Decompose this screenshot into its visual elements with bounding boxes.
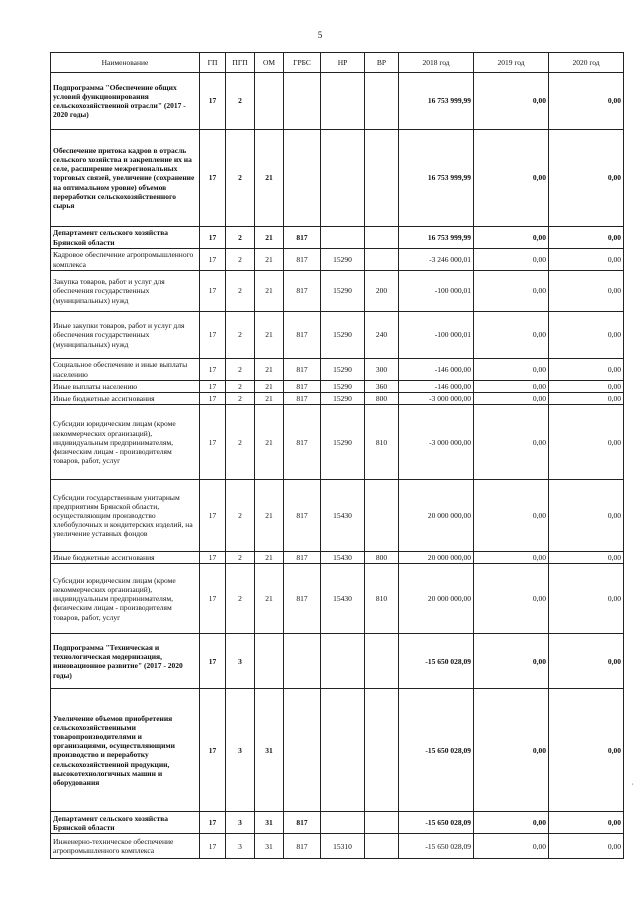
cell-name: Субсидии государственным унитарным предприятиям Брянской области, осуществляющим производство хлебобулочных и кондитерских изделий, на увеличение уставных фондов: [51, 480, 200, 552]
table-row: [51, 480, 624, 552]
cell-gp: 17: [200, 812, 226, 834]
header-row: [51, 53, 624, 73]
cell-2018: 20 000 000,00: [399, 552, 474, 564]
table-row: [51, 227, 624, 249]
cell-2019: 0,00: [474, 812, 549, 834]
cell-vr: [365, 130, 399, 227]
cell-om: 21: [255, 405, 284, 480]
cell-2019: 0,00: [474, 689, 549, 812]
cell-vr: [365, 689, 399, 812]
table-row: [51, 271, 624, 312]
cell-pgp: 2: [226, 359, 255, 381]
cell-gp: 17: [200, 249, 226, 271]
table-row: [51, 405, 624, 480]
cell-nr: [321, 812, 365, 834]
cell-2020: 0,00: [549, 130, 624, 227]
cell-pgp: 2: [226, 73, 255, 130]
cell-om: 31: [255, 689, 284, 812]
cell-pgp: 3: [226, 634, 255, 689]
cell-2018: -3 246 000,01: [399, 249, 474, 271]
cell-grbs: [284, 634, 321, 689]
cell-2018: -15 650 028,09: [399, 634, 474, 689]
table-row: [51, 130, 624, 227]
cell-pgp: 3: [226, 834, 255, 859]
cell-gp: 17: [200, 227, 226, 249]
cell-gp: 17: [200, 271, 226, 312]
cell-2019: 0,00: [474, 271, 549, 312]
cell-om: 21: [255, 381, 284, 393]
cell-name: Подпрограмма "Обеспечение общих условий функционирования сельскохозяйственной отрасли" (2017 - 2020 годы): [51, 73, 200, 130]
cell-2019: 0,00: [474, 552, 549, 564]
cell-grbs: 817: [284, 227, 321, 249]
cell-2018: -3 000 000,00: [399, 393, 474, 405]
cell-gp: 17: [200, 480, 226, 552]
cell-om: 21: [255, 552, 284, 564]
cell-2018: 20 000 000,00: [399, 564, 474, 634]
cell-vr: [365, 249, 399, 271]
cell-pgp: 2: [226, 564, 255, 634]
col-header-om: ОМ: [255, 53, 284, 73]
cell-2018: -146 000,00: [399, 381, 474, 393]
cell-grbs: [284, 73, 321, 130]
cell-2020: 0,00: [549, 312, 624, 359]
cell-2019: 0,00: [474, 312, 549, 359]
cell-vr: 300: [365, 359, 399, 381]
cell-2019: 0,00: [474, 359, 549, 381]
cell-2020: 0,00: [549, 552, 624, 564]
cell-name: Иные выплаты населению: [51, 381, 200, 393]
cell-2020: 0,00: [549, 381, 624, 393]
cell-2020: 0,00: [549, 564, 624, 634]
table-row: [51, 73, 624, 130]
cell-gp: 17: [200, 73, 226, 130]
cell-2018: -100 000,01: [399, 271, 474, 312]
cell-2019: 0,00: [474, 834, 549, 859]
cell-2020: 0,00: [549, 812, 624, 834]
cell-vr: 810: [365, 405, 399, 480]
cell-name: Иные закупки товаров, работ и услуг для обеспечения государственных (муниципальных) нужд: [51, 312, 200, 359]
page-number: 5: [317, 30, 323, 40]
cell-gp: 17: [200, 552, 226, 564]
table-row: [51, 312, 624, 359]
cell-om: 31: [255, 834, 284, 859]
col-header-grbs: ГРБС: [284, 53, 321, 73]
cell-pgp: 3: [226, 689, 255, 812]
table-row: [51, 812, 624, 834]
cell-grbs: 817: [284, 405, 321, 480]
cell-vr: [365, 812, 399, 834]
cell-gp: 17: [200, 381, 226, 393]
cell-vr: [365, 227, 399, 249]
margin-mark: ,: [632, 780, 634, 786]
cell-gp: 17: [200, 312, 226, 359]
cell-2019: 0,00: [474, 480, 549, 552]
table-row: [51, 552, 624, 564]
cell-name: Департамент сельского хозяйства Брянской области: [51, 227, 200, 249]
cell-2019: 0,00: [474, 227, 549, 249]
cell-grbs: 817: [284, 834, 321, 859]
cell-om: 21: [255, 227, 284, 249]
cell-name: Иные бюджетные ассигнования: [51, 393, 200, 405]
cell-vr: 810: [365, 564, 399, 634]
cell-pgp: 2: [226, 227, 255, 249]
col-header-vr: ВР: [365, 53, 399, 73]
cell-grbs: 817: [284, 312, 321, 359]
col-header-pgp: ПГП: [226, 53, 255, 73]
cell-2019: 0,00: [474, 405, 549, 480]
cell-name: Субсидии юридическим лицам (кроме некоммерческих организаций), индивидуальным предпринимателям, физическим лицам - производителям товаров, работ, услуг: [51, 564, 200, 634]
cell-gp: 17: [200, 393, 226, 405]
cell-name: Субсидии юридическим лицам (кроме некоммерческих организаций), индивидуальным предпринимателям, физическим лицам - производителям товаров, работ, услуг: [51, 405, 200, 480]
cell-name: Социальное обеспечение и иные выплаты населению: [51, 359, 200, 381]
cell-vr: 200: [365, 271, 399, 312]
cell-grbs: [284, 130, 321, 227]
cell-om: [255, 73, 284, 130]
cell-grbs: 817: [284, 564, 321, 634]
cell-vr: 240: [365, 312, 399, 359]
cell-nr: 15290: [321, 312, 365, 359]
cell-om: [255, 634, 284, 689]
cell-2020: 0,00: [549, 634, 624, 689]
table-row: [51, 381, 624, 393]
cell-nr: 15290: [321, 271, 365, 312]
cell-2018: -15 650 028,09: [399, 834, 474, 859]
cell-vr: 800: [365, 552, 399, 564]
cell-2019: 0,00: [474, 130, 549, 227]
cell-2020: 0,00: [549, 227, 624, 249]
cell-name: Департамент сельского хозяйства Брянской области: [51, 812, 200, 834]
cell-om: 21: [255, 564, 284, 634]
cell-vr: [365, 634, 399, 689]
cell-gp: 17: [200, 130, 226, 227]
col-header-2020: 2020 год: [549, 53, 624, 73]
cell-2019: 0,00: [474, 634, 549, 689]
cell-grbs: 817: [284, 480, 321, 552]
cell-nr: 15290: [321, 405, 365, 480]
cell-name: Увеличение объемов приобретения сельскохозяйственными товаропроизводителями и организациями, осуществляющими производство и переработку сельскохозяйственной продукции, высокотехнологичных машин и оборудования: [51, 689, 200, 812]
cell-nr: [321, 227, 365, 249]
cell-pgp: 2: [226, 271, 255, 312]
table-row: [51, 359, 624, 381]
cell-2018: -15 650 028,09: [399, 812, 474, 834]
table-row: [51, 249, 624, 271]
cell-pgp: 2: [226, 130, 255, 227]
cell-nr: [321, 689, 365, 812]
cell-2018: 20 000 000,00: [399, 480, 474, 552]
cell-nr: [321, 634, 365, 689]
cell-name: Кадровое обеспечение агропромышленного комплекса: [51, 249, 200, 271]
cell-om: 21: [255, 393, 284, 405]
cell-2020: 0,00: [549, 249, 624, 271]
cell-2020: 0,00: [549, 689, 624, 812]
table-row: [51, 634, 624, 689]
cell-vr: 360: [365, 381, 399, 393]
cell-pgp: 2: [226, 381, 255, 393]
cell-vr: [365, 73, 399, 130]
cell-gp: 17: [200, 634, 226, 689]
cell-nr: 15430: [321, 564, 365, 634]
cell-nr: [321, 130, 365, 227]
cell-om: 21: [255, 130, 284, 227]
col-header-2019: 2019 год: [474, 53, 549, 73]
cell-pgp: 2: [226, 405, 255, 480]
cell-2020: 0,00: [549, 393, 624, 405]
cell-vr: [365, 480, 399, 552]
cell-2019: 0,00: [474, 381, 549, 393]
col-header-name: Наименование: [51, 53, 200, 73]
cell-2020: 0,00: [549, 405, 624, 480]
cell-om: 31: [255, 812, 284, 834]
cell-nr: [321, 73, 365, 130]
cell-2020: 0,00: [549, 271, 624, 312]
cell-name: Инженерно-техническое обеспечение агропромышленного комплекса: [51, 834, 200, 859]
cell-om: 21: [255, 359, 284, 381]
cell-2018: -3 000 000,00: [399, 405, 474, 480]
budget-table: [50, 52, 624, 859]
cell-name: Иные бюджетные ассигнования: [51, 552, 200, 564]
cell-pgp: 2: [226, 393, 255, 405]
cell-nr: 15430: [321, 552, 365, 564]
cell-pgp: 3: [226, 812, 255, 834]
cell-2019: 0,00: [474, 393, 549, 405]
cell-pgp: 2: [226, 480, 255, 552]
cell-2020: 0,00: [549, 480, 624, 552]
cell-2020: 0,00: [549, 73, 624, 130]
cell-nr: 15290: [321, 249, 365, 271]
cell-2018: 16 753 999,99: [399, 227, 474, 249]
cell-grbs: 817: [284, 393, 321, 405]
cell-name: Закупка товаров, работ и услуг для обеспечения государственных (муниципальных) нужд: [51, 271, 200, 312]
cell-2018: -100 000,01: [399, 312, 474, 359]
cell-2018: -15 650 028,09: [399, 689, 474, 812]
cell-gp: 17: [200, 564, 226, 634]
cell-gp: 17: [200, 689, 226, 812]
cell-gp: 17: [200, 359, 226, 381]
cell-grbs: 817: [284, 812, 321, 834]
cell-2018: 16 753 999,99: [399, 130, 474, 227]
col-header-nr: НР: [321, 53, 365, 73]
cell-2020: 0,00: [549, 359, 624, 381]
cell-om: 21: [255, 480, 284, 552]
cell-gp: 17: [200, 834, 226, 859]
cell-nr: 15290: [321, 393, 365, 405]
cell-vr: 800: [365, 393, 399, 405]
cell-pgp: 2: [226, 312, 255, 359]
cell-nr: 15430: [321, 480, 365, 552]
cell-om: 21: [255, 312, 284, 359]
table-row: [51, 393, 624, 405]
cell-2018: 16 753 999,99: [399, 73, 474, 130]
cell-2018: -146 000,00: [399, 359, 474, 381]
col-header-gp: ГП: [200, 53, 226, 73]
cell-nr: 15310: [321, 834, 365, 859]
cell-vr: [365, 834, 399, 859]
table-body: [51, 73, 624, 859]
cell-2019: 0,00: [474, 564, 549, 634]
col-header-2018: 2018 год: [399, 53, 474, 73]
table-row: [51, 689, 624, 812]
table-row: [51, 834, 624, 859]
cell-grbs: 817: [284, 552, 321, 564]
cell-nr: 15290: [321, 359, 365, 381]
cell-grbs: 817: [284, 271, 321, 312]
cell-om: 21: [255, 249, 284, 271]
cell-nr: 15290: [321, 381, 365, 393]
cell-om: 21: [255, 271, 284, 312]
cell-grbs: 817: [284, 359, 321, 381]
cell-grbs: 817: [284, 381, 321, 393]
cell-pgp: 2: [226, 249, 255, 271]
cell-2020: 0,00: [549, 834, 624, 859]
cell-pgp: 2: [226, 552, 255, 564]
table-row: [51, 564, 624, 634]
cell-grbs: [284, 689, 321, 812]
cell-2019: 0,00: [474, 73, 549, 130]
cell-name: Подпрограмма "Техническая и технологическая модернизация, инновационное развитие" (2017 - 2020 годы): [51, 634, 200, 689]
cell-2019: 0,00: [474, 249, 549, 271]
cell-name: Обеспечение притока кадров в отрасль сельского хозяйства и закрепление их на селе, расширение межрегиональных торговых связей, увеличение (сохранение на оптимальном уровне) объемов переработки сельскохозяйственного сырья: [51, 130, 200, 227]
cell-grbs: 817: [284, 249, 321, 271]
cell-gp: 17: [200, 405, 226, 480]
